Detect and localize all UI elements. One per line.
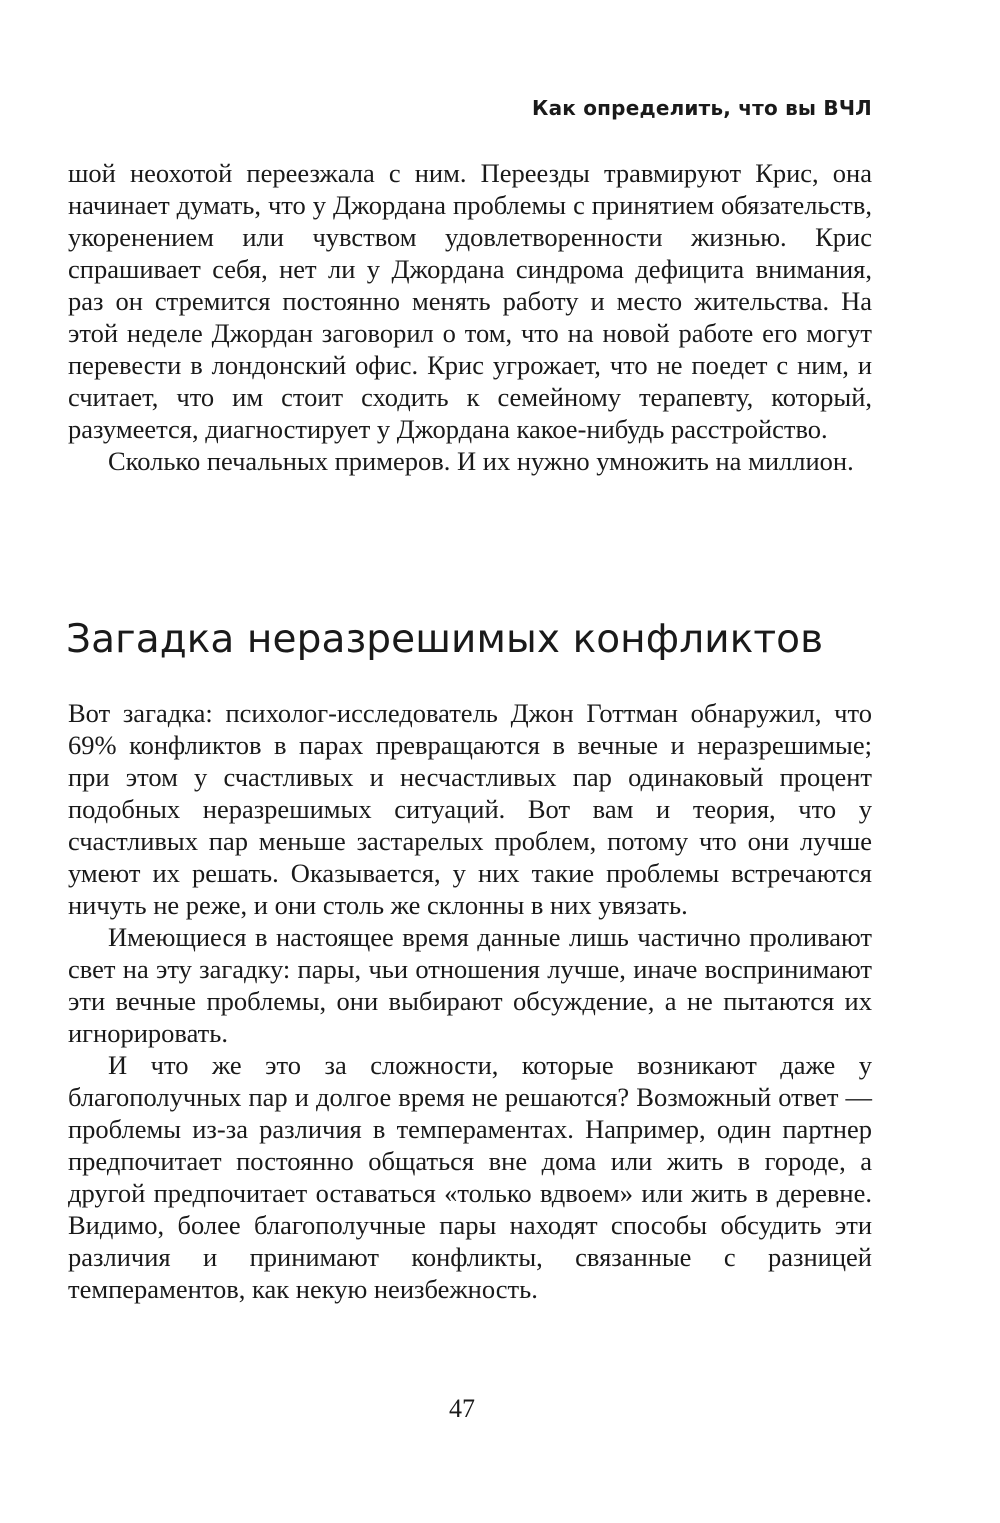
paragraph: Имеющиеся в настоящее время данные лишь частично проливают свет на эту загадку: пары, чьи отношения лучше, иначе воспринимают эти вечные проблемы, они выбирают обсуждение, а не пытаются их игнорировать. xyxy=(68,922,872,1048)
paragraph: И что же это за сложности, которые возникают даже у благополучных пар и долгое время не решаются? Возможный ответ — проблемы из-за различия в темпераментах. Например, один партнер предпочитает постоянно общаться вне дома или жить в городе, а другой предпочитает оставаться «только вдвоем» или жить в деревне. Видимо, более благополучные пары находят способы обсудить эти различия и принимают конфликты, связанные с разницей темпераментов, как некую неизбежность. xyxy=(68,1050,872,1304)
continued-text xyxy=(68,157,872,477)
section-text xyxy=(68,697,872,1305)
section-heading: Загадка неразрешимых конфликтов xyxy=(66,617,824,662)
paragraph: Сколько печальных примеров. И их нужно умножить на миллион. xyxy=(108,446,854,476)
paragraph-continued: шой неохотой переезжала с ним. Переезды травмируют Крис, она начинает думать, что у Джордана проблемы с принятием обязательств, укоренением или чувством удовлетворенности жизнью. Крис спрашивает себя, нет ли у Джордана синдрома дефицита внимания, раз он стремится постоянно менять работу и место жительства. На этой неделе Джордан заговорил о том, что на новой работе его могут перевести в лондонский офис. Крис угрожает, что не поедет с ним, и считает, что им стоит сходить к семейному терапевту, который, разумеется, диагностирует у Джордана какое-нибудь расстройство. xyxy=(68,158,872,444)
paragraph: Вот загадка: психолог-исследователь Джон Готтман обнаружил, что 69% конфликтов в парах превращаются в вечные и неразрешимые; при этом у счастливых и несчастливых пар одинаковый процент подобных неразрешимых ситуаций. Вот вам и теория, что у счастливых пар меньше застарелых проблем, потому что они лучше умеют их решать. Оказывается, у них такие проблемы встречаются ничуть не реже, и они столь же склонны в них увязать. xyxy=(68,698,872,920)
running-head: Как определить, что вы ВЧЛ xyxy=(532,96,872,120)
page-number: 47 xyxy=(449,1394,475,1423)
